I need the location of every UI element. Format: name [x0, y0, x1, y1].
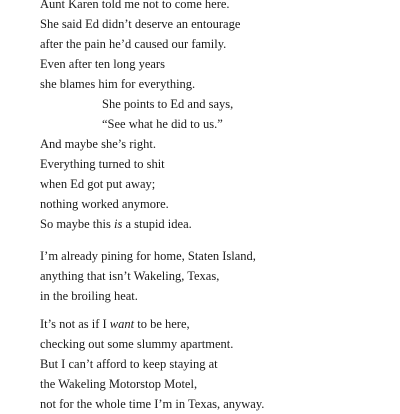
poem-line: when Ed got put away;	[40, 177, 156, 191]
poem-line: checking out some slummy apartment.	[40, 337, 234, 351]
poem-line-indented: “See what he did to us.”	[102, 117, 223, 131]
poem-line: Everything turned to shit	[40, 157, 165, 171]
poem-line: Even after ten long years	[40, 57, 165, 71]
stanza	[40, 0, 240, 54]
poem-line: nothing worked anymore.	[40, 197, 169, 211]
poem-line	[40, 214, 192, 234]
poem-line: Aunt Karen told me not to come here.	[40, 0, 230, 11]
poem-line: not for the whole time I’m in Texas, anyway.	[40, 397, 265, 411]
line-text: to be here,	[134, 317, 190, 331]
line-text: It’s not as if I	[40, 317, 110, 331]
poem-line: the Wakeling Motorstop Motel,	[40, 377, 198, 391]
stanza	[40, 246, 256, 306]
poem-line	[40, 314, 264, 334]
stanza	[40, 314, 264, 414]
poem-line: She said Ed didn’t deserve an entourage	[40, 17, 241, 31]
poem-line: I’m already pining for home, Staten Island,	[40, 249, 256, 263]
poem-line-indented: She points to Ed and says,	[102, 97, 234, 111]
stanza	[40, 214, 192, 234]
poem-line: in the broiling heat.	[40, 289, 138, 303]
stanza	[40, 134, 169, 214]
stanza	[40, 54, 233, 134]
poem-line: anything that isn’t Wakeling, Texas,	[40, 269, 220, 283]
poem-line: after the pain he’d caused our family.	[40, 37, 227, 51]
italic-word: want	[109, 317, 135, 331]
italic-word: is	[113, 217, 123, 231]
poem-line: And maybe she’s right.	[40, 137, 156, 151]
line-text: a stupid idea.	[122, 217, 192, 231]
poem-line: she blames him for everything.	[40, 77, 196, 91]
poem-line: But I can’t afford to keep staying at	[40, 357, 218, 371]
line-text: So maybe this	[40, 217, 114, 231]
